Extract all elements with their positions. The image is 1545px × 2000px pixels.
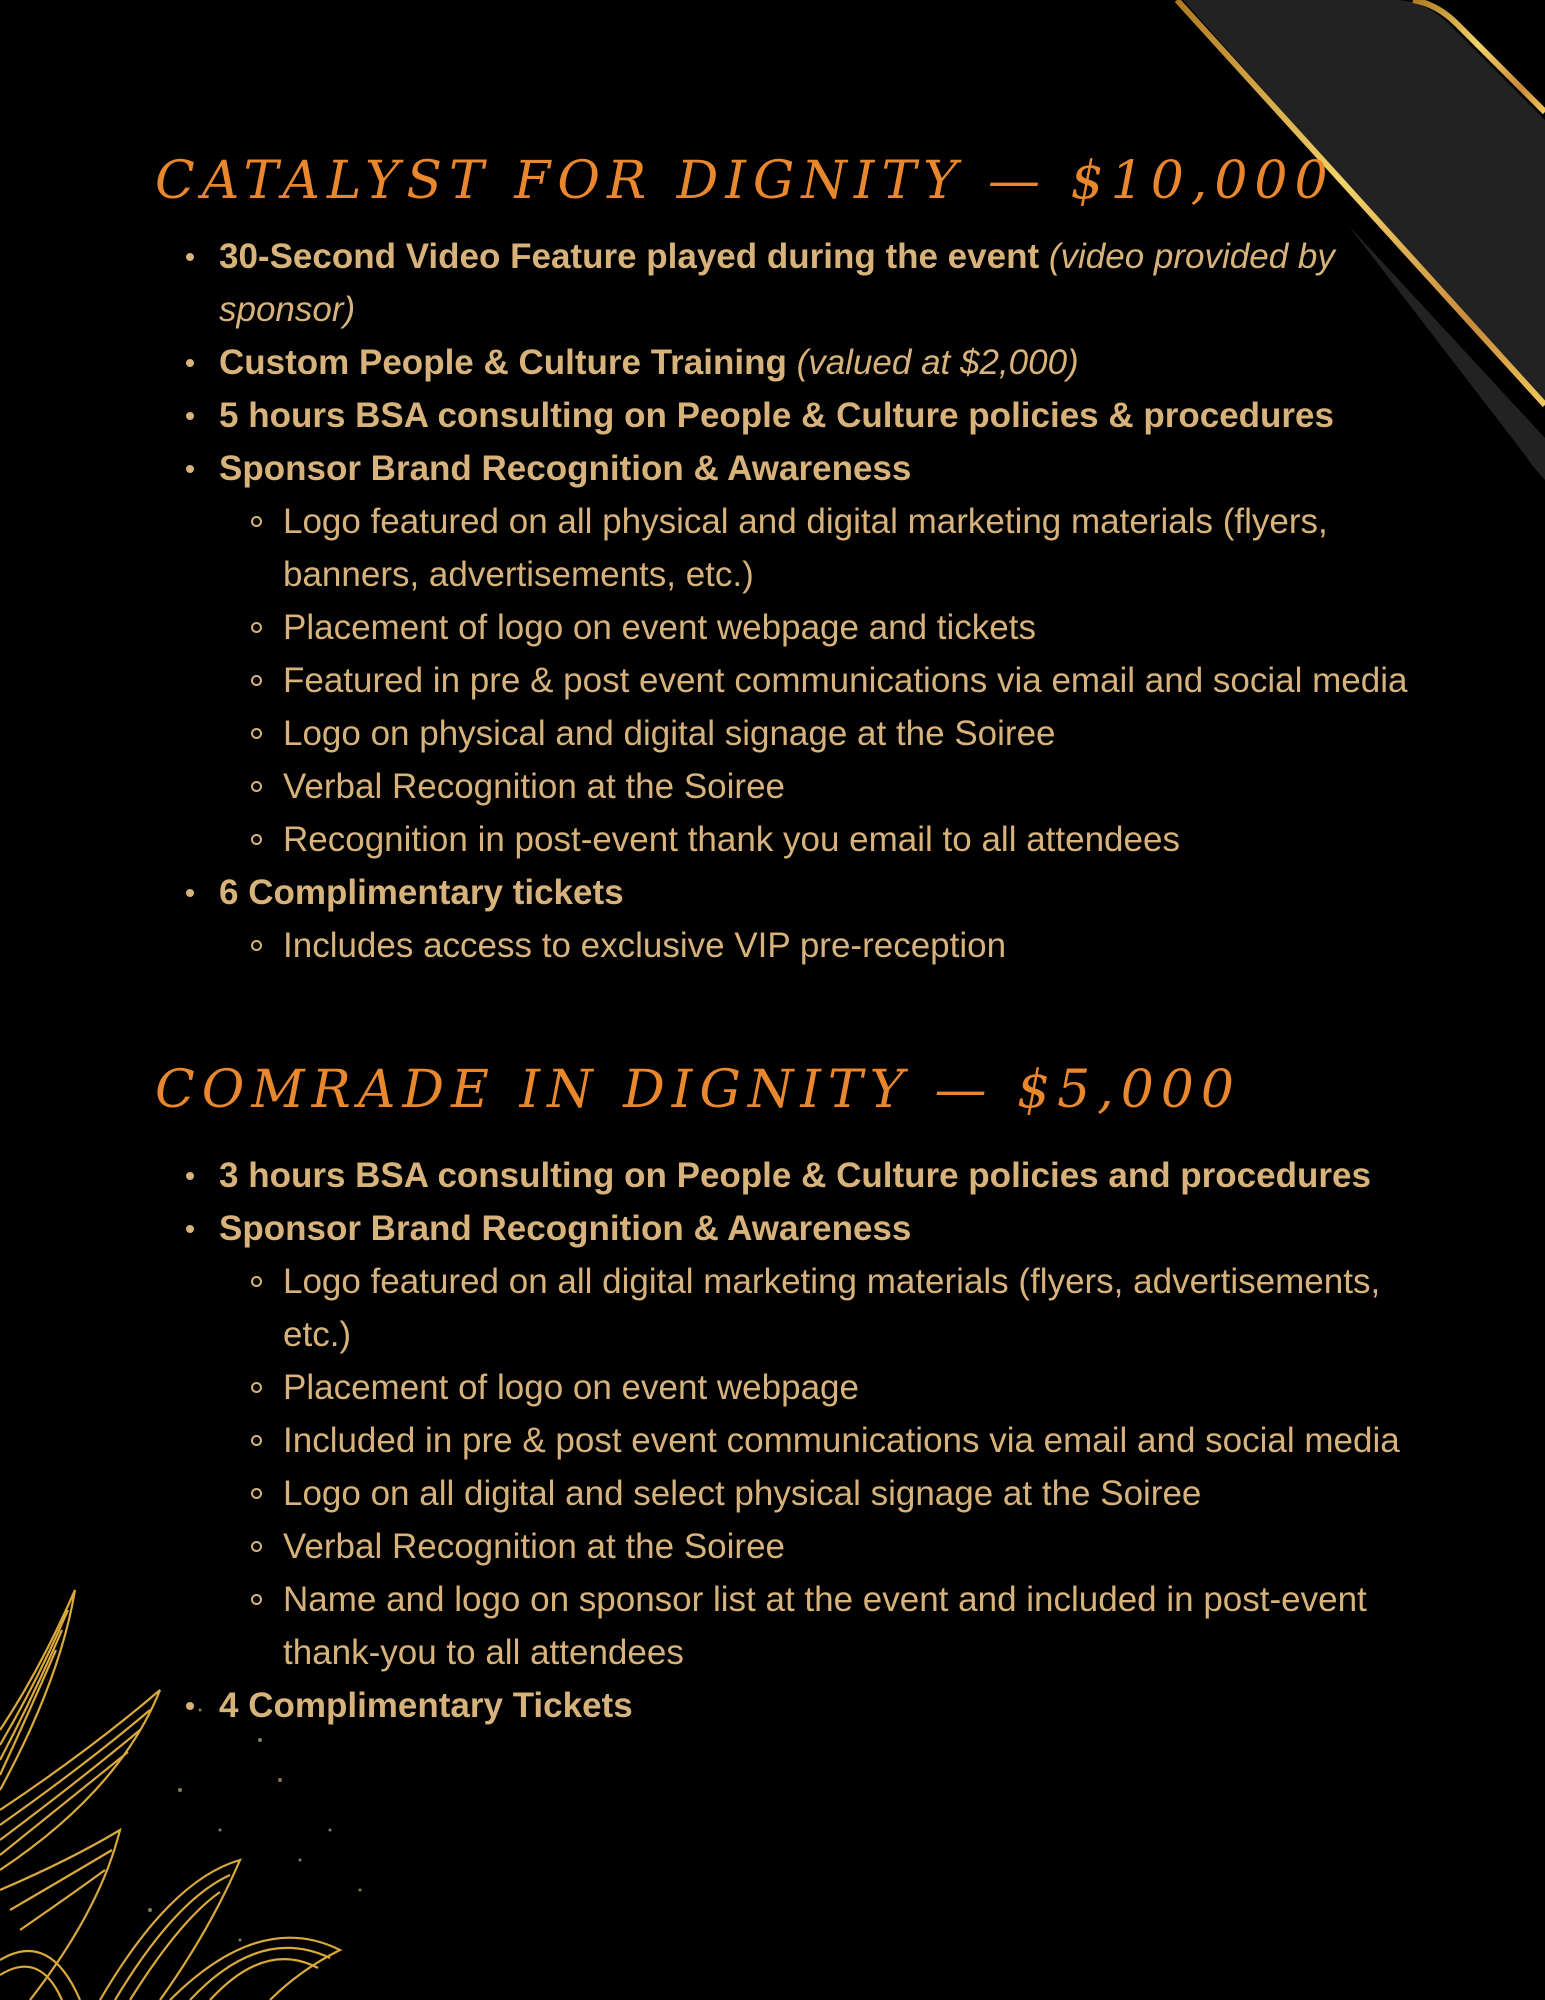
benefit-text: Custom People & Culture Training <box>219 343 787 382</box>
sub-list-item: Placement of logo on event webpage <box>219 1361 1423 1414</box>
benefit-note: (valued at $2,000) <box>796 343 1079 382</box>
sub-list-item: Logo featured on all physical and digital marketing materials (flyers, banners, advertisements, etc.) <box>219 495 1423 601</box>
sub-list-item: Included in pre & post event communications via email and social media <box>219 1414 1423 1467</box>
sub-list-item: Featured in pre & post event communications via email and social media <box>219 654 1423 707</box>
benefit-text: 3 hours BSA consulting on People & Culture policies and procedures <box>219 1156 1371 1195</box>
list-item <box>0 442 1449 866</box>
list-item <box>0 1149 1449 1202</box>
benefit-text: 30-Second Video Feature played during the event <box>219 237 1040 276</box>
sub-list-item: Includes access to exclusive VIP pre-reception <box>219 919 1423 972</box>
benefit-text: Sponsor Brand Recognition & Awareness <box>219 449 912 488</box>
sub-list <box>219 919 1449 972</box>
benefit-text: 5 hours BSA consulting on People & Culture policies & procedures <box>219 396 1334 435</box>
benefit-note: (video provided by sponsor) <box>219 237 1335 329</box>
benefit-text: 4 Complimentary Tickets <box>219 1686 633 1725</box>
list-item <box>0 1679 1449 1732</box>
list-item <box>0 336 1449 389</box>
sub-list <box>219 1255 1449 1679</box>
sub-list-item: Verbal Recognition at the Soiree <box>219 1520 1423 1573</box>
tier-title-comrade: COMRADE IN DIGNITY — $5,000 <box>155 1060 1241 1120</box>
sub-list-item: Logo on physical and digital signage at the Soiree <box>219 707 1423 760</box>
sub-list-item: Logo on all digital and select physical signage at the Soiree <box>219 1467 1423 1520</box>
list-item <box>0 230 1449 336</box>
sub-list <box>219 495 1449 866</box>
sub-list-item: Name and logo on sponsor list at the event and included in post-event thank-you to all attendees <box>219 1573 1423 1679</box>
tier-benefits-list <box>0 1149 1545 1732</box>
sub-list-item: Verbal Recognition at the Soiree <box>219 760 1423 813</box>
tier-title-catalyst: CATALYST FOR DIGNITY — $10,000 <box>155 151 1335 211</box>
list-item <box>0 866 1449 972</box>
benefit-text: Sponsor Brand Recognition & Awareness <box>219 1209 912 1248</box>
sub-list-item: Logo featured on all digital marketing materials (flyers, advertisements, etc.) <box>219 1255 1423 1361</box>
list-item <box>0 1202 1449 1679</box>
sub-list-item: Placement of logo on event webpage and tickets <box>219 601 1423 654</box>
tier-benefits-list <box>0 230 1545 972</box>
list-item <box>0 389 1449 442</box>
benefit-text: 6 Complimentary tickets <box>219 873 624 912</box>
sub-list-item: Recognition in post-event thank you email to all attendees <box>219 813 1423 866</box>
